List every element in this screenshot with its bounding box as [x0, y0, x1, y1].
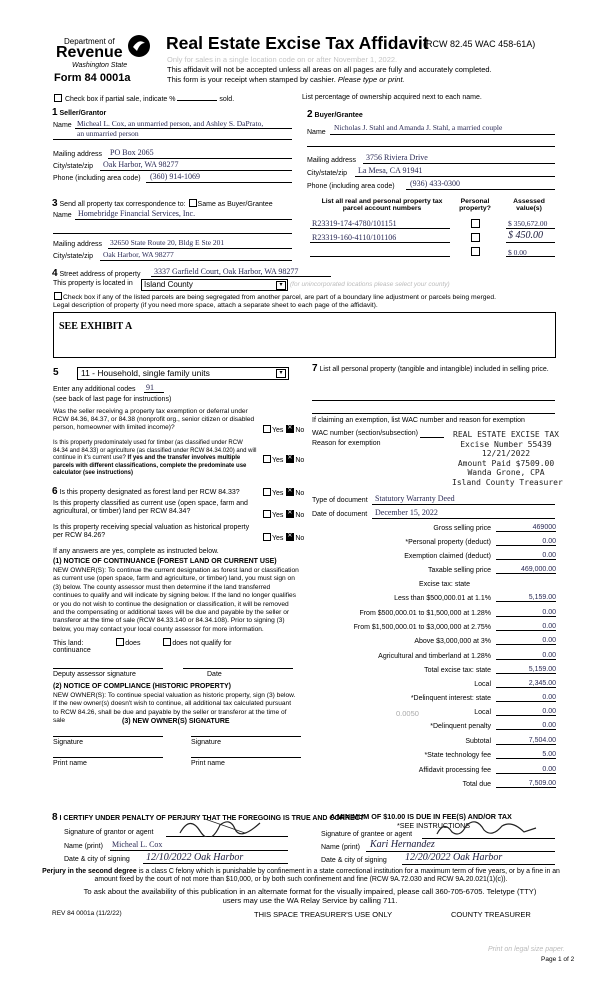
- buyer-phone-label: Phone (including area code): [307, 183, 395, 190]
- forest-q3: Is this property receiving special valuation as historical property per RCW 84.26?: [53, 524, 250, 539]
- legal-description-box[interactable]: SEE EXHIBIT A: [53, 312, 556, 358]
- certify-heading: 8 I CERTIFY UNDER PENALTY OF PERJURY THAT THE FOREGOING IS TRUE AND CORRECT: [52, 812, 365, 823]
- chevron-down-icon: ▾: [276, 369, 286, 378]
- additional-codes[interactable]: 91: [146, 383, 154, 392]
- tax-row-value[interactable]: 0.00: [496, 652, 556, 660]
- grantor-signature[interactable]: [175, 815, 275, 837]
- tax-row-label: *Delinquent interest: state: [410, 695, 491, 702]
- buyer-name-line1[interactable]: Nicholas J. Stahl and Amanda J. Stahl, a married couple: [334, 123, 503, 132]
- tax-row-label: Above $3,000,000 at 3%: [414, 638, 491, 645]
- seller-mailing[interactable]: PO Box 2065: [110, 148, 154, 157]
- page-title: Real Estate Excise Tax Affidavit: [166, 33, 429, 53]
- doc-date[interactable]: December 15, 2022: [375, 508, 438, 517]
- tax-row-label: Gross selling price: [433, 525, 491, 532]
- personal-property-checkbox[interactable]: [471, 219, 480, 228]
- minimum-due: A MINIMUM OF $10.00 IS DUE IN FEE(S) AND/OR TAX: [330, 812, 512, 821]
- compliance-text: NEW OWNER(S): To continue special valuation as historic property, sign (3) below. If the new owner(s) doesn't wish to continue, all additional tax calculated pursuant to RCW 84.26, shall be due and payable by the seller or transferor at the time of sale: [53, 692, 296, 725]
- buyer-city-label: City/state/zip: [307, 170, 348, 177]
- rev-number: REV 84 0001a (11/2/22): [52, 910, 122, 917]
- seller-phone[interactable]: (360) 914-1069: [150, 172, 200, 181]
- tax-row-value[interactable]: 0.00: [496, 609, 556, 617]
- tax-row-label: From $1,500,000.01 to $3,000,000 at 2.75%: [353, 624, 491, 631]
- seller-name-label: Name: [53, 122, 72, 129]
- partial-sale-row: Check box if partial sale, indicate % sold.: [53, 94, 234, 103]
- page-number: Page 1 of 2: [541, 956, 575, 963]
- tax-row-label: Total due: [462, 781, 491, 788]
- forest-note: If any answers are yes, complete as instructed below.: [53, 548, 219, 555]
- seller-city-label: City/state/zip: [53, 163, 94, 170]
- tax-corr-name[interactable]: Homebridge Financial Services, Inc.: [78, 209, 196, 218]
- deputy-date-label: Date: [207, 671, 222, 678]
- county-select[interactable]: Island County ▾: [141, 279, 288, 291]
- timber-yes-no: Yes ✕ No: [262, 455, 304, 464]
- timber-question: Is this property predominately used for timber (as classified under RCW 84.34 and 84.33) or agriculture (as classified under RCW 84.34.020) and will continue in it's current use? If yes and the transfer involves multiple parcels with different classifications, complete the predominate use calculator (see instructions): [53, 440, 257, 476]
- revenue-logo-icon: [127, 34, 151, 58]
- parcel-number[interactable]: R23319-160-4110/101106: [312, 233, 397, 242]
- current-use-no-checkbox[interactable]: [286, 510, 294, 518]
- buyer-phone[interactable]: (936) 433-0300: [410, 179, 460, 188]
- wac-label: WAC number (section/subsection): [312, 430, 418, 437]
- seller-phone-label: Phone (including area code): [53, 175, 141, 182]
- tax-row-value[interactable]: 2,345.00: [496, 680, 556, 688]
- rcw-reference: (RCW 82.45 WAC 458-61A): [423, 39, 536, 49]
- seller-city[interactable]: Oak Harbor, WA 98277: [103, 160, 179, 169]
- tax-row-value[interactable]: 0.00: [496, 766, 556, 774]
- tax-row-value[interactable]: 0.00: [496, 623, 556, 631]
- grantee-name[interactable]: Kari Hernandez: [370, 839, 435, 850]
- tax-row-label: Affidavit processing fee: [418, 767, 491, 774]
- tax-row-value[interactable]: 469,000.00: [496, 566, 556, 574]
- buyer-city[interactable]: La Mesa, CA 91941: [358, 166, 423, 175]
- seller-name-line2[interactable]: an unmarried person: [77, 129, 139, 138]
- located-label: This property is located in: [53, 280, 133, 287]
- additional-codes-label: Enter any additional codes: [53, 386, 136, 393]
- exemption-yes-no: Yes ✕ No: [262, 425, 304, 434]
- owner-signature-label-2: Signature: [191, 739, 221, 746]
- new-owner-sig-heading: (3) NEW OWNER(S) SIGNATURE: [122, 718, 230, 725]
- parcel-col-header: List all real and personal property tax parcel account numbers: [321, 198, 443, 212]
- tax-row-label: Total excise tax: state: [424, 667, 491, 674]
- tax-row-label: Excise tax: state: [419, 581, 470, 588]
- deputy-sig-label: Deputy assessor signature: [53, 671, 136, 678]
- chevron-down-icon: ▾: [276, 281, 286, 290]
- tax-row-value[interactable]: 0.00: [496, 538, 556, 546]
- dept-state: Washington State: [72, 62, 128, 69]
- tax-row-value[interactable]: 5,159.00: [496, 594, 556, 602]
- owner-signature-label: Signature: [53, 739, 83, 746]
- tax-row-value[interactable]: 7,509.00: [496, 780, 556, 788]
- tax-row-value[interactable]: 5.00: [496, 751, 556, 759]
- subtitle-line2: This form is your receipt when stamped by cashier. Please type or print.: [167, 75, 405, 84]
- current-use-yes-checkbox[interactable]: [263, 510, 271, 518]
- personal-property-label: 7 List all personal property (tangible and intangible) included in selling price.: [312, 363, 549, 374]
- unincorporated-note: (for unincorporated locations please select your county): [290, 281, 450, 288]
- exemption-yes-checkbox[interactable]: [263, 425, 271, 433]
- timber-yes-checkbox[interactable]: [263, 455, 271, 463]
- tax-corr-mailing[interactable]: 32650 State Route 20, Bldg E Ste 201: [110, 238, 225, 247]
- tax-row-value[interactable]: 5,159.00: [496, 666, 556, 674]
- historic-no-checkbox[interactable]: [286, 533, 294, 541]
- assessed-col-header: Assessed value(s): [513, 198, 545, 212]
- forest-q1-yes-no: Yes ✕ No: [262, 488, 304, 497]
- availability-notice: To ask about the availability of this publication in an alternate format for the visually impaired, please call 360-705-6705. Teletype (TTY) users may use the WA Relay Service by calling 711.: [83, 887, 537, 905]
- dept-revenue: Revenue: [56, 44, 123, 61]
- subtitle-line1: This affidavit will not be accepted unless all areas on all pages are fully and accurately completed.: [167, 65, 492, 74]
- land-use-select[interactable]: 11 - Household, single family units ▾: [77, 367, 289, 380]
- tax-row-label: Local: [474, 709, 491, 716]
- tax-row-value[interactable]: 0.00: [496, 694, 556, 702]
- buyer-mailing-label: Mailing address: [307, 157, 357, 164]
- grantee-date-label: Date & city of signing: [321, 857, 387, 864]
- grantor-date[interactable]: 12/10/2022 Oak Harbor: [146, 852, 244, 863]
- tax-row-label: Agricultural and timberland at 1.28%: [378, 653, 491, 660]
- tax-row-label: *Personal property (deduct): [405, 539, 491, 546]
- tax-row-label: *Delinquent penalty: [430, 723, 491, 730]
- continuance-text: NEW OWNER(S): To continue the current designation as forest land or classification as current use (open space, farm and agriculture, or timber) land, you must sign on (3) below. The county assessor must then determine if the land transferred continues to qualify and will indicate by signing below. If the land no longer qualifies or you do not wish to continue the designation or classification, it will be removed and the compensating or additional taxes will be due and payable by the seller or transferor at the time of sale (RCW 84.33.140 or 84.34.108). Prior to signing (3) below, you may contact your local county assessor for more information.: [53, 567, 299, 633]
- forest-q2: Is this property classified as current use (open space, farm and agricultural, or timber) land per RCW 84.34?: [53, 500, 248, 515]
- forest-yes-checkbox[interactable]: [263, 488, 271, 496]
- tax-row-label: From $500,000.01 to $1,500,000 at 1.28%: [359, 610, 491, 617]
- buyer-name-label: Name: [307, 129, 326, 136]
- tax-row-label: *State technology fee: [424, 752, 491, 759]
- back-note: (see back of last page for instructions): [53, 396, 172, 403]
- assessed-value[interactable]: $ 350,672.00: [508, 219, 548, 228]
- treasurer-stamp: REAL ESTATE EXCISE TAX Excise Number 55439 12/21/2022 Amount Paid $7509.00 Wanda Grone, CPA Island County Treasurer: [452, 430, 563, 487]
- treasurer-use-only: THIS SPACE TREASURER'S USE ONLY: [254, 910, 393, 919]
- street-address[interactable]: 3337 Garfield Court, Oak Harbor, WA 98277: [154, 267, 299, 276]
- local-rate: 0.0050: [396, 709, 419, 718]
- legal-label: Legal description of property (if you need more space, attach a separate sheet to each page of the affidavit).: [53, 302, 378, 309]
- personal-property-checkbox[interactable]: [471, 233, 480, 242]
- buyer-heading: 2 Buyer/Grantee: [307, 109, 363, 120]
- this-land-row: This land: does does not qualify for: [53, 640, 232, 647]
- tax-corr-name-label: Name: [53, 212, 72, 219]
- tax-row-value[interactable]: 7,504.00: [496, 737, 556, 745]
- grantor-name[interactable]: Micheal L. Cox: [112, 840, 163, 849]
- tax-row-label: Less than $500,000.01 at 1.1%: [394, 595, 491, 602]
- same-as-buyer-checkbox[interactable]: [189, 199, 197, 207]
- assessed-value[interactable]: $ 450.00: [508, 230, 543, 241]
- historic-yes-checkbox[interactable]: [263, 533, 271, 541]
- seller-heading: 1 Seller/Grantor: [52, 107, 107, 118]
- see-instructions: *SEE INSTRUCTIONS: [397, 821, 471, 830]
- personal-property-checkbox[interactable]: [471, 247, 480, 256]
- tax-row-label: Taxable selling price: [427, 567, 491, 574]
- tax-row-value[interactable]: 0.00: [496, 708, 556, 716]
- forest-q1: 6 Is this property designated as forest land per RCW 84.33?: [52, 486, 240, 497]
- forest-q2-yes-no: Yes ✕ No: [262, 510, 304, 519]
- forest-no-checkbox[interactable]: [286, 488, 294, 496]
- tax-corr-city-label: City/state/zip: [53, 253, 94, 260]
- segregated-checkbox[interactable]: [54, 292, 62, 300]
- form-number: Form 84 0001a: [54, 72, 131, 84]
- forest-q3-yes-no: Yes ✕ No: [262, 533, 304, 542]
- exemption-question: Was the seller receiving a property tax exemption or deferral under RCW 84.36, 84.37, or 84.38 (nonprofit org., senior citizen or disabled person, homeowner with limited income)?: [53, 408, 255, 431]
- segregated-row: Check box if any of the listed parcels are being segregated from another parcel, are part of a boundary line adjustment or parcels being merged.: [53, 292, 496, 301]
- personal-col-header: Personal property?: [459, 198, 491, 212]
- grantee-date[interactable]: 12/20/2022 Oak Harbor: [405, 852, 503, 863]
- county-treasurer: COUNTY TREASURER: [451, 910, 531, 919]
- land-use-num: 5: [53, 367, 59, 378]
- legal-paper-note: Print on legal size paper.: [488, 946, 565, 953]
- assessed-value[interactable]: $ 0.00: [508, 248, 527, 257]
- tax-corr-city[interactable]: Oak Harbor, WA 98277: [103, 250, 174, 259]
- seller-mailing-label: Mailing address: [53, 151, 103, 158]
- grantee-signature[interactable]: [432, 818, 542, 840]
- tax-row-label: Subtotal: [465, 738, 491, 745]
- ownership-note: List percentage of ownership acquired next to each name.: [302, 94, 482, 101]
- tax-row-value[interactable]: 0.00: [496, 637, 556, 645]
- tax-row-label: Local: [474, 681, 491, 688]
- grantor-date-label: Date & city of signing: [64, 856, 130, 863]
- tax-row-label: Exemption claimed (deduct): [404, 553, 491, 560]
- grantor-sig-label: Signature of grantor or agent: [64, 829, 154, 836]
- grantee-name-label: Name (print): [321, 844, 360, 851]
- owner-print-name-label: Print name: [53, 760, 87, 767]
- tax-row-value[interactable]: 0.00: [496, 552, 556, 560]
- grantee-sig-label: Signature of grantee or agent: [321, 831, 413, 838]
- subtitle-grey: Only for sales in a single location code on or after November 1, 2022.: [167, 55, 398, 64]
- tax-corr-heading: 3 Send all property tax correspondence to: Same as Buyer/Grantee: [52, 198, 273, 209]
- does-not-checkbox[interactable]: [163, 638, 171, 646]
- reason-label: Reason for exemption: [312, 440, 381, 447]
- does-checkbox[interactable]: [116, 638, 124, 646]
- perjury-notice: Perjury in the second degree is a class C felony which is punishable by confinement in a state correctional institution for a maximum term of five years, or by a fine in an amount fixed by the court of not more than $10,000, or by both such confinement and fine (RCW 9A.72.030 and RCW 9A.20.021(1)(c)).: [42, 868, 560, 883]
- dept-line1: Department of: [64, 37, 115, 46]
- continuance-heading: (1) NOTICE OF CONTINUANCE (FOREST LAND OR CURRENT USE): [53, 558, 277, 565]
- doc-type-label: Type of document: [312, 497, 368, 504]
- grantor-name-label: Name (print): [64, 843, 103, 850]
- parcel-number[interactable]: R23319-174-4780/101151: [312, 219, 397, 228]
- tax-row-value[interactable]: 0.00: [496, 722, 556, 730]
- exemption-claim-label: If claiming an exemption, list WAC number and reason for exemption: [312, 417, 525, 424]
- street-label: 4 Street address of property: [52, 268, 141, 279]
- seller-name-line1[interactable]: Micheal L. Cox, an unmarried person, and Ashley S. DaPrato,: [77, 119, 264, 128]
- timber-no-checkbox[interactable]: [286, 455, 294, 463]
- doc-date-label: Date of document: [312, 511, 368, 518]
- continuance-label: continuance: [53, 647, 91, 654]
- owner-print-name-label-2: Print name: [191, 760, 225, 767]
- doc-type[interactable]: Statutory Warranty Deed: [375, 494, 455, 503]
- compliance-heading: (2) NOTICE OF COMPLIANCE (HISTORIC PROPERTY): [53, 683, 231, 690]
- buyer-mailing[interactable]: 3756 Riviera Drive: [366, 153, 428, 162]
- tax-corr-mailing-label: Mailing address: [53, 241, 103, 248]
- tax-row-value[interactable]: 469000: [496, 524, 556, 532]
- partial-sale-checkbox[interactable]: [54, 94, 62, 102]
- exemption-no-checkbox[interactable]: [286, 425, 294, 433]
